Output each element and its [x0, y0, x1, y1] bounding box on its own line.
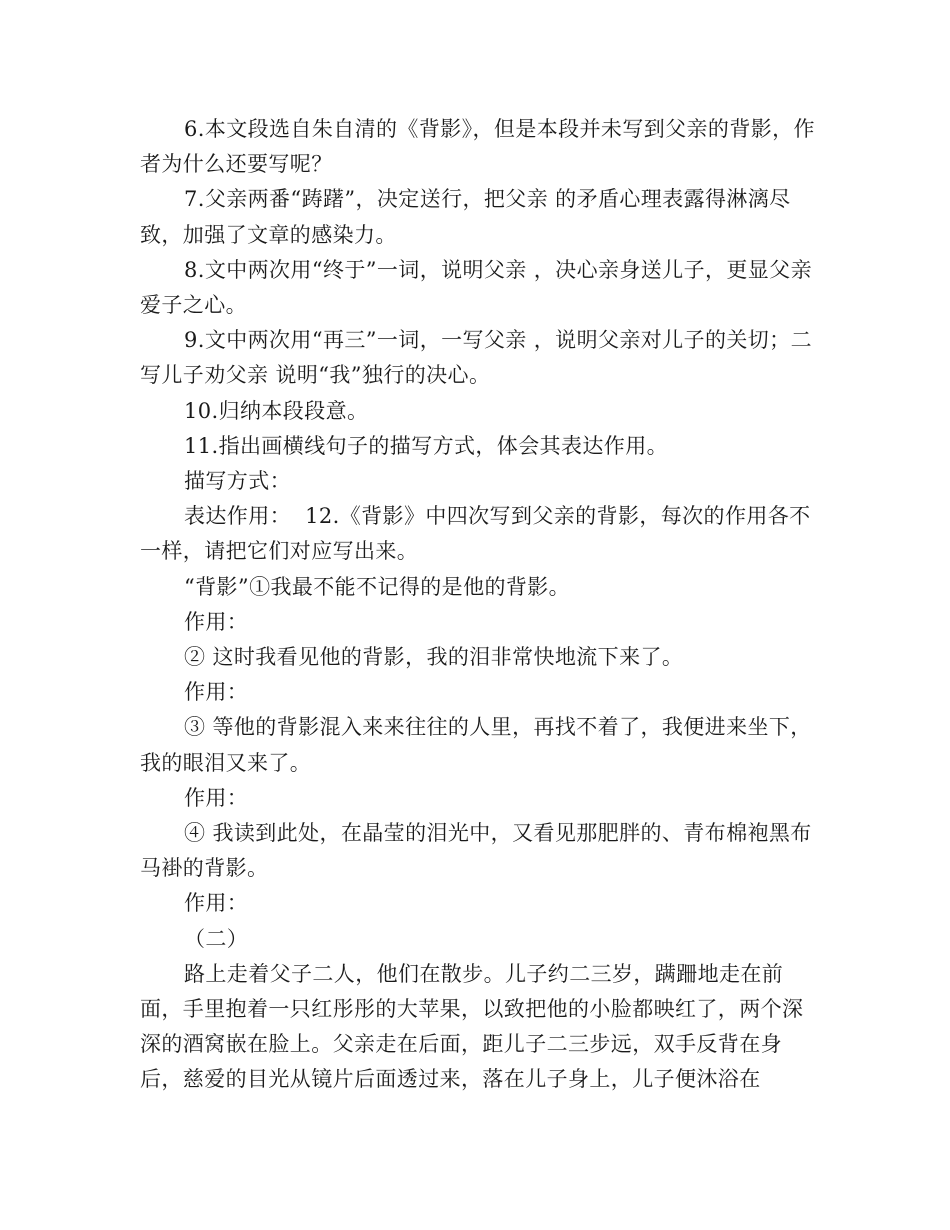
document-body	[140, 112, 820, 1098]
section-heading-2: （二）	[184, 926, 249, 951]
effect-label-1: 作用：	[184, 609, 249, 634]
question-6: 6.本文段选自朱自清的《背影》，但是本段并未写到父亲的背影，作者为什么还要写呢？	[140, 117, 815, 177]
description-method-label: 描写方式：	[184, 469, 291, 494]
question-10: 10.归纳本段段意。	[184, 398, 369, 423]
effect-label-2: 作用：	[184, 680, 249, 705]
effect-label-3: 作用：	[184, 785, 249, 810]
back-view-item-1: “背影”①我最不能不记得的是他的背影。	[184, 574, 571, 599]
passage-paragraph: 路上走着父子二人，他们在散步。儿子约二三岁，蹒跚地走在前面，手里抱着一只红彤彤的大苹果，以致把他的小脸都映红了，两个深深的酒窝嵌在脸上。父亲走在后面，距儿子二三步远，双手反背在身后，慈爱的目光从镜片后面透过来，落在儿子身上，儿子便沐浴在	[140, 961, 804, 1092]
question-9: 9.文中两次用“再三”一词，一写父亲 ，说明父亲对儿子的关切；二写儿子劝父亲 说明“我”独行的决心。	[140, 328, 812, 388]
back-view-item-3: ③ 等他的背影混入来来往往的人里，再找不着了，我便进来坐下，我的眼泪又来了。	[140, 715, 812, 775]
effect-label-4: 作用：	[184, 891, 249, 916]
question-7: 7.父亲两番“踌躇”，决定送行，把父亲 的矛盾心理表露得淋漓尽致，加强了文章的感染力。	[140, 187, 791, 247]
question-8: 8.文中两次用“终于”一词，说明父亲 ，决心亲身送儿子，更显父亲爱子之心。	[140, 257, 812, 318]
back-view-item-2: ② 这时我看见他的背影，我的泪非常快地流下来了。	[184, 645, 684, 670]
back-view-item-4: ④ 我读到此处，在晶莹的泪光中，又看见那肥胖的、青布棉袍黑布马褂的背影。	[140, 821, 812, 881]
question-11: 11.指出画横线句子的描写方式，体会其表达作用。	[184, 433, 668, 458]
question-12: 表达作用： 12.《背影》中四次写到父亲的背影，每次的作用各不一样，请把它们对应写出来。	[140, 504, 811, 564]
